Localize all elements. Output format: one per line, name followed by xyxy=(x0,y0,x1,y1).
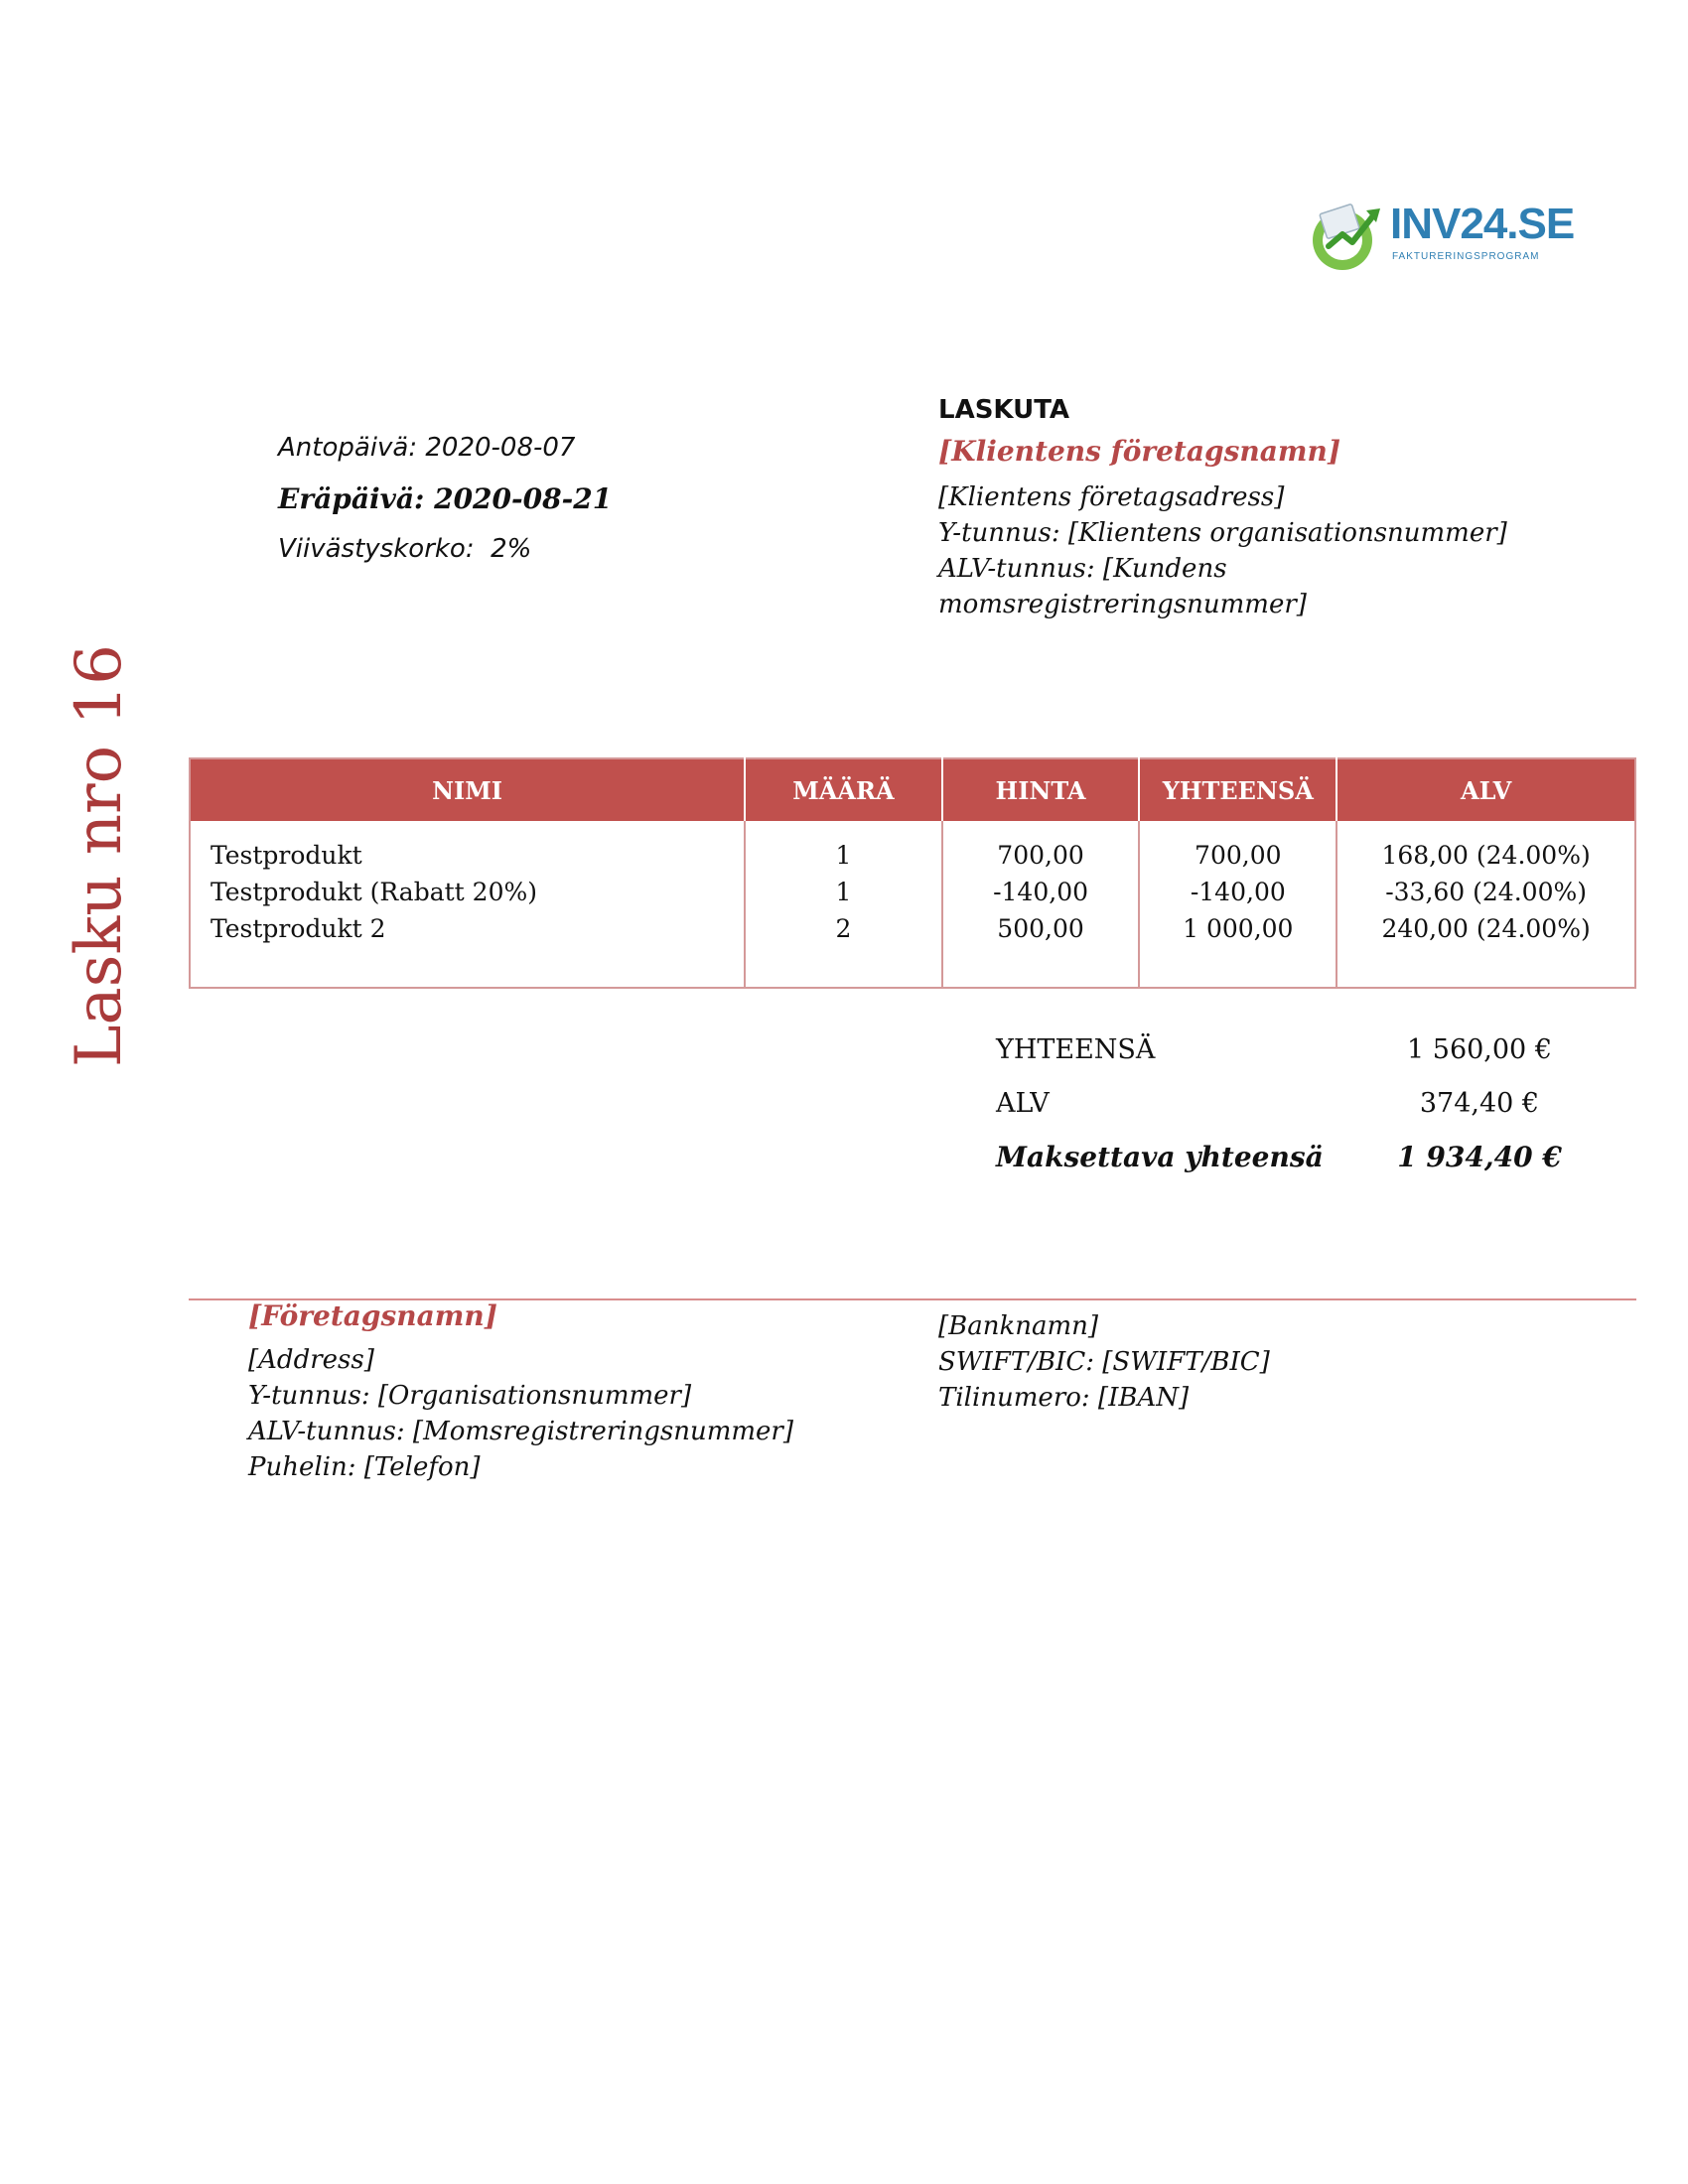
bill-to-block xyxy=(938,395,1554,622)
client-vat-id-cont: momsregistreringsnummer] xyxy=(938,590,1307,619)
late-interest-label: Viivästyskorko: xyxy=(278,534,475,564)
col-header-total: YHTEENSÄ xyxy=(1139,758,1336,821)
col-header-quantity: MÄÄRÄ xyxy=(745,758,942,821)
client-address: [Klientens företagsadress] xyxy=(938,482,1285,512)
item-total: -140,00 xyxy=(1190,878,1286,906)
footer-bank-block xyxy=(938,1308,1534,1416)
col-header-vat: ALV xyxy=(1336,758,1635,821)
col-header-price: HINTA xyxy=(942,758,1140,821)
item-price: 500,00 xyxy=(997,914,1084,943)
grand-total-label: Maksettava yhteensä xyxy=(996,1141,1324,1173)
late-interest xyxy=(278,534,531,564)
client-company-name: [Klientens företagsnamn] xyxy=(938,435,1341,468)
table-header-row xyxy=(190,758,1635,821)
grand-total-value: 1 934,40 € xyxy=(1397,1141,1562,1173)
footer-company-name: [Företagsnamn] xyxy=(248,1299,497,1332)
footer-iban: Tilinumero: [IBAN] xyxy=(938,1383,1190,1413)
quantity-column xyxy=(745,821,942,988)
item-total: 700,00 xyxy=(1195,841,1282,870)
vat-column xyxy=(1336,821,1635,988)
logo-subtitle: FAKTURERINGSPROGRAM xyxy=(1392,251,1540,262)
table-body-row xyxy=(190,821,1635,988)
logo-mark-icon xyxy=(1309,197,1388,276)
client-business-id: Y-tunnus: [Klientens organisationsnummer] xyxy=(938,518,1507,548)
footer-address: [Address] xyxy=(248,1345,374,1375)
item-vat: 240,00 (24.00%) xyxy=(1381,914,1591,943)
footer-business-id: Y-tunnus: [Organisationsnummer] xyxy=(248,1381,692,1411)
item-vat: 168,00 (24.00%) xyxy=(1381,841,1591,870)
bill-to-title: LASKUTA xyxy=(938,395,1070,425)
item-quantity: 2 xyxy=(835,914,852,943)
item-name: Testprodukt xyxy=(211,841,362,870)
item-total: 1 000,00 xyxy=(1183,914,1294,943)
company-logo xyxy=(1309,197,1575,278)
subtotal-label: YHTEENSÄ xyxy=(996,1034,1156,1065)
col-header-name: NIMI xyxy=(190,758,745,821)
footer-phone: Puhelin: [Telefon] xyxy=(248,1452,481,1482)
footer-bank-name: [Banknamn] xyxy=(938,1311,1099,1341)
item-price: 700,00 xyxy=(997,841,1084,870)
item-price: -140,00 xyxy=(993,878,1089,906)
item-name: Testprodukt (Rabatt 20%) xyxy=(211,878,537,906)
vat-total-label: ALV xyxy=(996,1088,1050,1119)
due-date: Eräpäivä: 2020-08-21 xyxy=(278,482,613,515)
issue-date: Antopäivä: 2020-08-07 xyxy=(278,433,576,463)
subtotal-value: 1 560,00 € xyxy=(1407,1034,1552,1065)
footer-company-block xyxy=(248,1298,864,1485)
total-column xyxy=(1139,821,1336,988)
name-column xyxy=(190,821,745,988)
footer-swift: SWIFT/BIC: [SWIFT/BIC] xyxy=(938,1347,1270,1377)
footer-vat-id: ALV-tunnus: [Momsregistreringsnummer] xyxy=(248,1417,793,1446)
item-quantity: 1 xyxy=(835,878,852,906)
item-quantity: 1 xyxy=(835,841,852,870)
client-vat-id: ALV-tunnus: [Kundens xyxy=(938,554,1227,584)
logo-text: INV24.SE xyxy=(1390,200,1575,248)
item-vat: -33,60 (24.00%) xyxy=(1385,878,1587,906)
invoice-items-table xyxy=(189,757,1636,989)
invoice-number-title: Lasku nro 16 xyxy=(63,644,136,1067)
price-column xyxy=(942,821,1140,988)
late-interest-value: 2% xyxy=(491,534,532,564)
vat-total-value: 374,40 € xyxy=(1419,1088,1540,1119)
item-name: Testprodukt 2 xyxy=(211,914,386,943)
